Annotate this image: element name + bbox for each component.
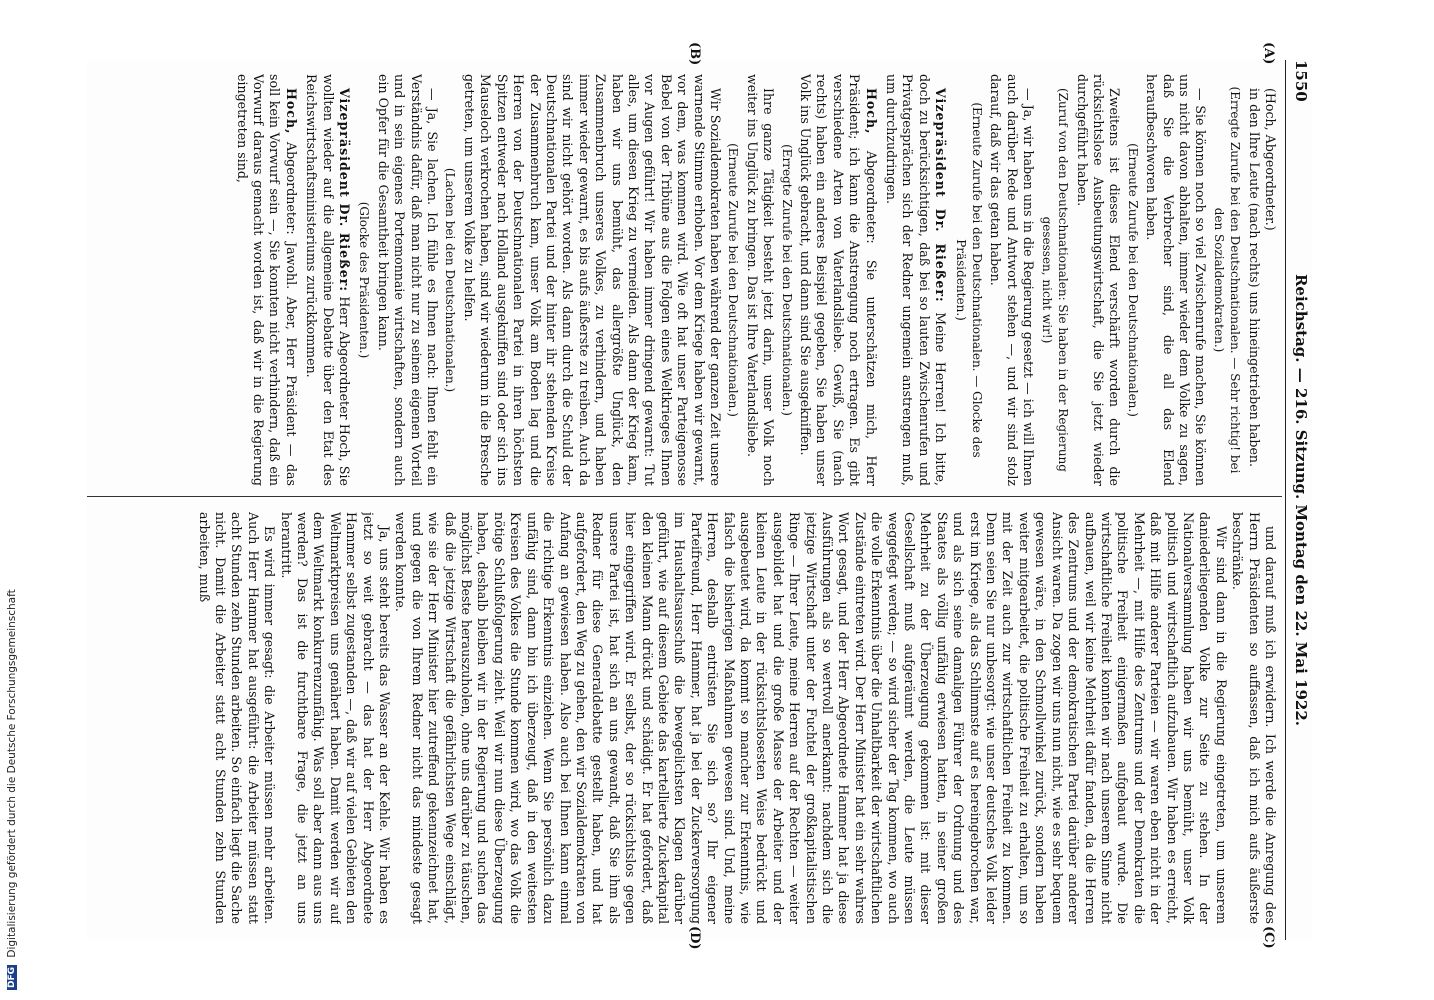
paragraph: — Ja, wir haben uns in die Regierung gesetzt — ich will Ihnen auch darüber Rede und Antwort stehen —, und wir sind stolz darauf, daß wir das getan haben.: [988, 74, 1037, 486]
paragraph: Ihre ganze Tätigkeit besteht jetzt darin, unser Volk noch weiter ins Unglück zu bringen. Das ist Ihre Vaterlandsliebe.: [744, 74, 777, 486]
paragraph: Zweitens ist dieses Elend verschärft worden durch die rücksichtslose Ausbeutungswirtschaft, die Sie jetzt wieder durchgeführt haben.: [1074, 74, 1123, 486]
interjection: (Erregte Zurufe bei den Deutschnationalen. — Sehr richtig! bei den Sozialdemokraten.): [1211, 86, 1243, 474]
paragraph: — Sie können noch so viel Zwischenrufe machen, Sie können uns nicht davon abhalten, immer wieder dem Volke zu sagen, daß Sie die Verbrecher sind, die all das Elend heraufbeschworen haben.: [1144, 74, 1209, 486]
interjection: (Erneute Zurufe bei den Deutschnationalen.): [1125, 143, 1140, 417]
interjection: (Glocke des Präsidenten.): [357, 201, 372, 359]
speaker-name: Vizepräsident Dr. Rießer:: [933, 88, 949, 303]
paragraph: und darauf muß ich erwidern. Ich werde die Anregung des Herrn Präsidenten so auffassen, daß ich mich aufs äußerste beschränke.: [1230, 512, 1278, 924]
paragraph: (Hoch, Abgeordneter.): [1263, 88, 1278, 231]
speaker-paragraph: [303, 74, 352, 486]
running-header: [1288, 60, 1312, 940]
interjection: (Zuruf von den Deutschnationalen: Sie haben in der Regierung gesessen, nicht wir!): [1039, 88, 1071, 472]
marker-c: (C): [1261, 926, 1276, 949]
credit-text: Digitalisierung gefördert durch die Deutsche Forschungsgemeinschaft: [6, 589, 18, 958]
speaker-paragraph: [797, 74, 879, 486]
page-number: 1550: [1292, 60, 1310, 102]
interjection: (Erneute Zurufe bei den Deutschnationalen.): [726, 143, 741, 417]
paragraph: — Ja, Sie lachen. Ich fühle es Ihnen nach: Ihnen fehlt ein Verständnis dafür, daß man nicht nur zu seinem eigenen Vorteil und in sein eigenes Portemonnaie wirtschaften, sondern auch ein Opfer für die Gesamtheit bringen kann.: [375, 74, 441, 486]
speaker-name: Hoch,: [283, 88, 299, 135]
paragraph: in den Ihre Leute (nach rechts) uns hineingetrieben haben.: [1246, 88, 1262, 468]
column-rule: [87, 496, 1282, 497]
speaker-paragraph: [883, 74, 949, 486]
running-title: Reichstag. — 216. Sitzung. Montag den 22. Mai 1922.: [1292, 273, 1310, 727]
speech-text: Meine Herren! Ich bitte, doch zu berücksichtigen, daß bei so lauten Zwischenrufen und Privatgesprächen sich der Redner ungemein anstrengen muß, um durchzudringen.: [884, 74, 949, 486]
speaker-name: Vizepräsident Dr. Rießer:: [337, 88, 353, 293]
speech-text: Abgeordneter: Sie unterschätzen mich, Herr Präsident; ich kann die Anstrengung noch ertragen. Es gibt verschiedene Arten von Vaterlandsliebe. Gewiß, Sie (nach rechts) haben ein anderes Beispiel gegeben, Sie haben unser Volk ins Unglück gebracht, und dann sind Sie ausgekniffen.: [798, 74, 879, 486]
speaker-name: Hoch,: [863, 88, 879, 135]
interjection: (Erregte Zurufe bei den Deutschnationalen.): [779, 144, 794, 416]
interjection: (Lachen bei den Deutschnationalen.): [443, 167, 458, 393]
digitization-credit: [6, 0, 20, 990]
dfg-logo: DFG: [7, 966, 17, 988]
paragraph: Es wird immer gesagt: die Arbeiter müssen mehr arbeiten. Auch Herr Hammer hat ausgeführt: die Arbeiter müssen statt acht Stunden zehn Stunden arbeiten. So einfach liegt die Sache nicht. Damit die Arbeiter statt acht Stunden zehn Stunden arbeiten, muß: [196, 512, 278, 924]
interjection: (Erneute Zurufe bei den Deutschnationalen. — Glocke des Präsidenten.): [953, 102, 985, 458]
header-rule: [1285, 60, 1286, 940]
paragraph: Wir sind dann in die Regierung eingetreten, um unserem daniederliegenden Volke zur Seite zu stehen. In der Nationalversammlung haben wir uns bemüht, unser Volk politisch und wirtschaftlich aufzubauen. Wir haben es erreicht, daß mit Hilfe anderer Parteien — wir waren eben nicht in der Mehrheit —, mit Hilfe des Zentrums und der Demokraten die politische Freiheit einigermaßen aufgebaut wurde. Die wirtschaftliche Freiheit konnten wir nach unserem Sinne nicht aufbauen, weil wir keine Mehrheit dafür fanden, da die Herren des Zentrums und der demokratischen Partei darüber anderer Ansicht waren. Da zogen wir uns nun nicht, wie es sehr bequem gewesen wäre, in den Schmollwinkel zurück, sondern haben weiter mitgearbeitet, die politische Freiheit zu erhalten, um so mit der Zeit auch zur wirtschaftlichen Freiheit zu kommen. Denn seien Sie nur unbesorgt: wie unser deutsches Volk leider erst im Kriege, als das Schlimmste auf es hereingebrochen war, und als sich seine damaligen Führer der Ordnung und des Staates als völlig unfähig erwiesen hatten, in seiner großen Mehrheit zu der Überzeugung gekommen ist: mit dieser Gesellschaft muß aufgeräumt werden, die Leute müssen weggefegt werden; — so wird sicher der Tag kommen, wo auch die volle Erkenntnis über die Unhaltbarkeit der wirtschaftlichen Zustände eintreten wird. Der Herr Minister hat ein sehr wahres Wort gesagt, und der Herr Abgeordnete Hammer hat ja diese Ausführungen als so wertvoll anerkannt: nachdem sich die jetzige Wirtschaft unter der Fuchtel der großkapitalistischen Ringe — Ihrer Leute, meine Herren auf der Rechten — weiter ausgebildet hat und die große Masse der Arbeiter und der kleinen Leute in der rücksichtslosesten Weise bedrückt und ausgebeutet wird, da kommt so mancher zur Erkenntnis, wie falsch die bisherigen Maßnahmen gewesen sind. Und, meine Herren, deshalb entrüsten Sie sich so? Ihr eigener Parteifreund, Herr Hammer, hat ja bei der Zuckerversorgung im Haushaltsausschuß die bewegelichsten Klagen darüber geführt, wie auf diesem Gebiete das kartellierte Zuckerkapital den kleinen Mann drückt und schädigt. Er hat gefordert, daß hier eingegriffen wird. Er selbst, der so rücksichtslos gegen unsere Partei ist, hat sich an uns gewandt, daß Sie ihm als Redner für diese Generaldebatte gestellt haben, und hat aufgefordert, den Weg zu gehen, den wir Sozialdemokraten von Anfang an gewiesen haben. Also auch bei Ihnen kann einmal die richtige Erkenntnis einziehen. Wenn Sie persönlich dazu unfähig sind, dann bin ich überzeugt, daß in den weitesten Kreisen des Volkes die Stunde kommen wird, wo das Volk die nötige Schlußfolgerung zieht. Weil wir nun diese Überzeugung haben, deshalb bleiben wir in der Regierung und suchen das möglichst Beste herauszuholen, ohne uns darüber zu täuschen, daß die jetzige Wirtschaft die gefährlichsten Wege einschlägt, wie sie der Herr Minister hier zutreffend gekennzeichnet hat, und gegen die von Ihrem Redner nicht das mindeste gesagt werden konnte.: [393, 512, 1229, 924]
speech-text: Herr Abgeordneter Hoch, Sie wollten wieder auf die allgemeine Debatte über den Etat des Reichswirtschaftsministeriums zurückkommen.: [304, 74, 353, 486]
scanned-page: [87, 42, 1312, 950]
paragraph: Ja, uns steht bereits das Wasser an der Kehle. Wir haben es jetzt so weit gebracht — das hat der Herr Abgeordnete Hammer selbst zugestanden —, daß wir auf vielen Gebieten den Weltmarktpreisen uns genähert haben. Damit werden wir auf dem Weltmarkt konkurrenzunfähig. Was soll aber dann aus uns werden? Das ist die furchtbare Frage, die jetzt an uns herantritt.: [278, 512, 393, 924]
marker-b: (B): [687, 42, 702, 66]
speaker-paragraph: [233, 74, 299, 486]
paragraph: Wir Sozialdemokraten haben während der ganzen Zeit unsere warnende Stimme erhoben. Vor dem Kriege haben wir gewarnt, vor dem, was kommen wird. Wie oft hat unser Parteigenosse Bebel von der Tribüne aus die Folgen eines Weltkrieges Ihnen vor Augen geführt! Wir haben immer dringend gewarnt: Tut alles, um diesen Krieg zu vermeiden. Als dann der Krieg kam, haben wir uns bemüht, das allergrößte Unglück, den Zusammenbruch unseres Volkes, zu verhindern, und haben immer wieder gewarnt, es bis aufs äußerste zu treiben. Auch da sind wir nicht gehört worden. Als dann durch die Schuld der Deutschnationalen Partei und der hinter ihr stehenden Kreise der Zusammenbruch kam, unser Volk am Boden lag und die Herren von der Deutschnationalen Partei in ihren höchsten Spitzen entweder nach Holland ausgekniffen sind oder sich ins Mauseloch verkrochen haben, sind wir wiederum in die Bresche getreten, um unserem Volke zu helfen.: [461, 74, 723, 486]
marker-d: (D): [687, 926, 702, 950]
marker-a: (A): [1261, 42, 1276, 65]
speech-text: Abgeordneter: Jawohl. Aber, Herr Präsident — das soll kein Vorwurf sein —, Sie konnten nicht verhindern, daß ein Vorwurf daraus gemacht worden ist, daß wir in die Regierung eingetreten sind,: [234, 74, 299, 486]
left-text-column: [98, 74, 1278, 486]
right-text-column: [98, 512, 1278, 924]
